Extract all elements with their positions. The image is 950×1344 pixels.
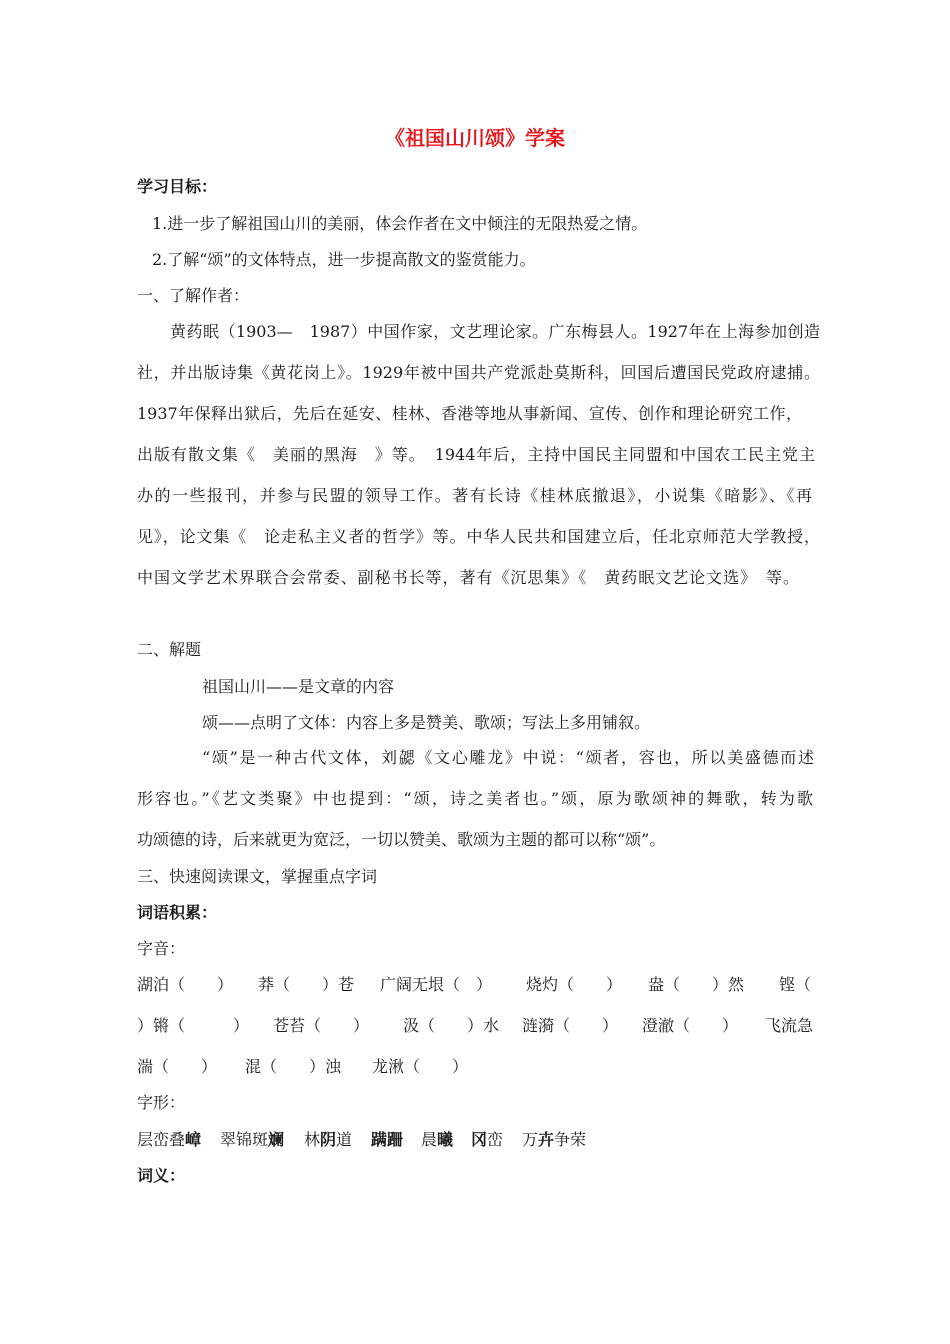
author-line-7: 中国文学艺术界联合会常委、副秘书长等，著有《沉思集》《 黄药眠文艺论文选》 等。 [137,568,799,587]
form-item: 翠锦斑斓 [220,1130,285,1149]
form-item: 林阴道 [304,1130,353,1149]
pron-item: 混（ ）浊 [245,1057,342,1076]
pron-item: 盎（ ）然 [648,975,745,994]
meaning-label: 词义： [137,1166,186,1185]
pron-item: 涟漪（ ） [522,1016,619,1035]
pron-item: 湖泊（ ） [137,975,234,994]
page-title: 《祖国山川颂》学案 [385,126,565,150]
explain-line-2: 颂——点明了文体：内容上多是赞美、歌颂；写法上多用铺叙。 [202,713,651,732]
pron-item: 铿（ [779,975,812,994]
explain-para-2: 形容也。”《艺文类聚》中也提到：“颂，诗之美者也。”颂，原为歌颂神的舞歌，转为歌 [137,789,813,808]
explain-heading: 二、解题 [137,640,202,659]
form-item: 万卉争荣 [522,1130,587,1149]
explain-line-1: 祖国山川——是文章的内容 [202,677,395,696]
form-label: 字形： [137,1093,186,1112]
author-line-3: 1937年保释出狱后，先后在延安、桂林、香港等地从事新闻、宣传、创作和理论研究工作， [137,404,802,423]
goals-heading: 学习目标： [137,177,218,196]
pron-item: 广阔无垠（ ） [380,975,493,994]
author-line-4: 出版有散文集《 美丽的黑海 》等。 1944年后，主持中国民主同盟和中国农工民主党主 [137,445,815,464]
form-item: 冈峦 [471,1130,504,1149]
pron-item: 湍（ ） [137,1057,218,1076]
pron-item: 莽（ ）苍 [258,975,355,994]
author-line-2: 社，并出版诗集《黄花岗上》。1929年被中国共产党派赴莫斯科，回国后遭国民党政府逮捕。 [137,363,820,382]
read-heading: 三、快速阅读课文，掌握重点字词 [137,867,378,886]
pron-item: 苍苔（ ） [273,1016,370,1035]
author-line-5: 办的一些报刊，并参与民盟的领导工作。著有长诗《桂林底撤退》，小说集《暗影》、《再 [137,486,812,505]
author-line-6: 见》，论文集《 论走私主义者的哲学》等。中华人民共和国建立后，任北京师范大学教授， [137,527,820,546]
pron-item: ）锵（ ） [137,1016,250,1035]
explain-para-1: “颂”是一种古代文体，刘勰《文心雕龙》中说：“颂者，容也，所以美盛德而述 [202,748,814,767]
form-item: 蹒跚 [371,1130,404,1149]
pron-item: 汲（ ）水 [403,1016,500,1035]
form-item: 层峦叠嶂 [137,1130,202,1149]
pron-item: 龙湫（ ） [372,1057,469,1076]
pron-item: 澄澈（ ） [642,1016,739,1035]
goal-item-2: 2.了解“颂”的文体特点，进一步提高散文的鉴赏能力。 [152,250,536,269]
goal-item-1: 1.进一步了解祖国山川的美丽，体会作者在文中倾注的无限热爱之情。 [152,214,648,233]
pron-item: 烧灼（ ） [526,975,623,994]
pronunciation-label: 字音： [137,939,186,958]
pron-item: 飞流急 [765,1016,814,1035]
vocab-heading: 词语积累： [137,903,218,922]
author-line-1: 黄药眠（1903— 1987）中国作家，文艺理论家。广东梅县人。1927年在上海参加创造 [170,322,820,341]
explain-para-3: 功颂德的诗，后来就更为宽泛，一切以赞美、歌颂为主题的都可以称“颂”。 [137,830,666,849]
form-item: 晨曦 [421,1130,454,1149]
author-heading: 一、了解作者： [137,286,250,305]
